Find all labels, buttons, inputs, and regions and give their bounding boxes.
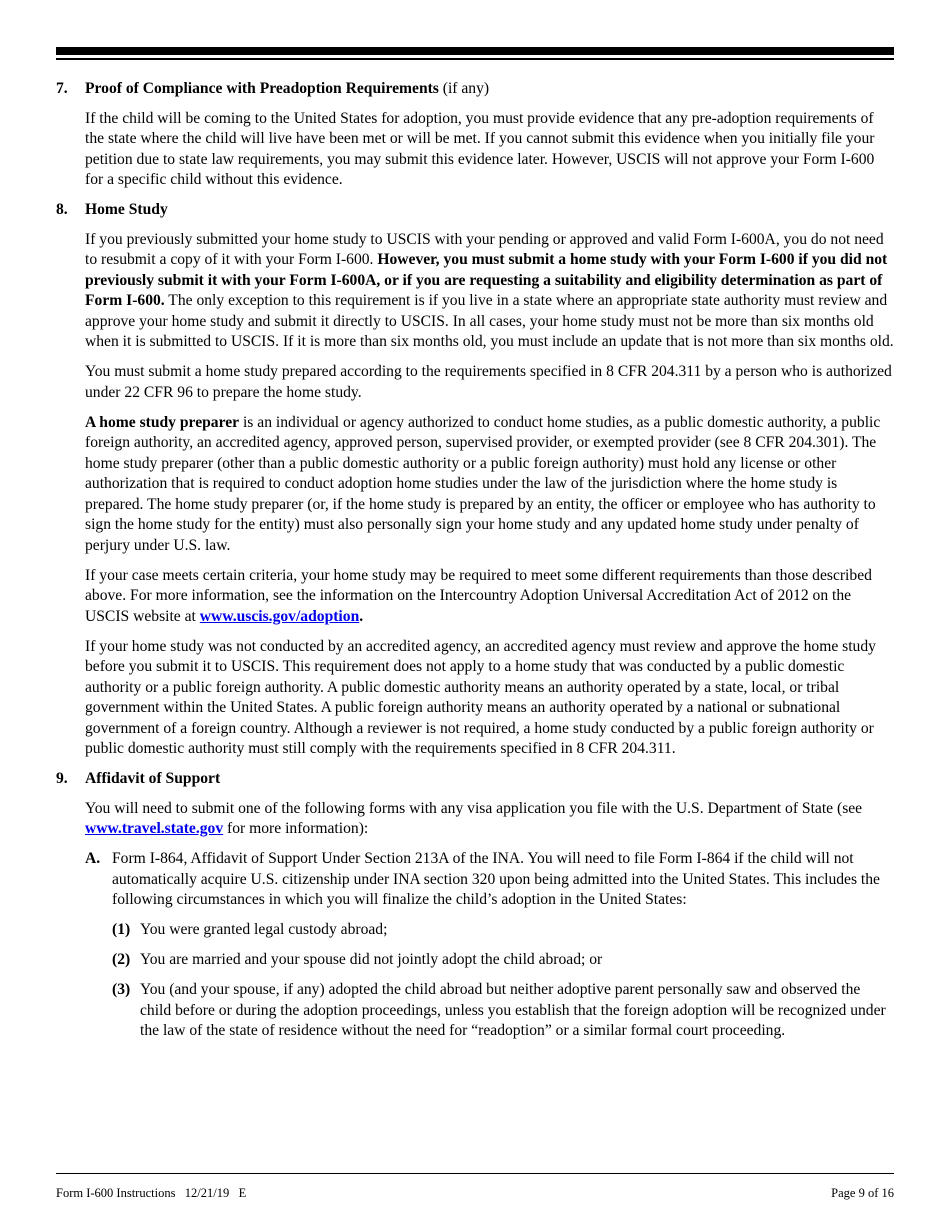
list-label: (1) [112,921,131,938]
list-label: (2) [112,951,131,968]
list-item [112,980,894,1042]
text: The only exception to this requirement is if you live in a state where an appropriate state authority must review and approve your home study and submit it directly to USCIS. In all cases, your home study must not be more than six months old when it is submitted to USCIS. If it is more than six months old, you must include an update that is not more than six months old. [85,292,894,350]
footer-rule [56,1173,894,1174]
list-text: You were granted legal custody abroad; [140,921,388,938]
footer [56,1183,894,1204]
paragraph [85,566,894,628]
section-title: Home Study [85,201,168,218]
text: If your case meets certain criteria, your home study may be required to meet some different requirements than those described above. For more information, see the information on the Intercountry Adoption Universal Accreditation Act of 2012 on the USCIS website at [85,566,872,625]
paragraph: If the child will be coming to the United States for adoption, you must provide evidence that any pre-adoption requirements of the state where the child will live have been met or will be met. If you cannot submit this evidence when you initially file your petition due to state law requirements, you may submit this evidence later. However, USCIS will not approve your Form I-600 for a specific child without this evidence. [85,109,875,188]
page-number: Page 9 of 16 [831,1186,894,1200]
paragraph [85,413,894,557]
section-title: Affidavit of Support [85,770,221,787]
paragraph [85,799,894,840]
page-content [56,79,894,1051]
section-8-heading [56,200,894,221]
list-label: A. [85,850,101,867]
paragraph: You must submit a home study prepared according to the requirements specified in 8 CFR 204.311 by a person who is authorized under 22 CFR 96 to prepare the home study. [85,363,892,401]
travel-state-link[interactable]: www.travel.state.gov [85,820,224,837]
section-7-heading [56,79,894,100]
section-9-heading [56,769,894,790]
paragraph: If your home study was not conducted by an accredited agency, an accredited agency must review and approve the home study before you submit it to USCIS. This requirement does not apply to a home study that was conducted by a public domestic authority or a public foreign authority. A public domestic authority means an authority operated by a state, local, or tribal government within the United States. A public foreign authority means an authority operated by a national or subnational government of a foreign country. Although a reviewer is not required, a home study conducted by a public foreign authority or public domestic authority must still comply with the requirements specified in 8 CFR 204.311. [85,637,876,757]
list-item [112,950,894,971]
text: is an individual or agency authorized to conduct home studies, as a public domestic authority, a public foreign authority, an accredited agency, approved person, supervised provider, or exempted provider (see 8 CFR 204.301). The home study preparer (other than a public domestic authority or a public foreign authority) must hold any license or other authorization that is required to conduct adoption home studies under the law of the jurisdiction where the home study is prepared. The home study preparer (or, if the home study is prepared by an entity, the officer or employee who has authority to sign the home study for the entity) must also personally sign your home study and any updated home study under penalty of perjury under U.S. law. [85,413,881,554]
form-id: Form I-600 Instructions 12/21/19 E [56,1186,247,1200]
bold-text: However, you must submit a home study with your Form I-600 if you did not previously submit it with your Form I-600A, or if you are requesting a suitability and eligibility determination as part of Form I-600. [85,251,888,309]
header-rule-thick [56,47,894,55]
list-text: You are married and your spouse did not jointly adopt the child abroad; or [140,951,603,968]
text: If you previously submitted your home study to USCIS with your pending or approved and valid Form I-600A, you do not need to resubmit a copy of it with your Form I-600. [85,230,884,268]
paragraph [85,230,894,353]
list-text: Form I-864, Affidavit of Support Under Section 213A of the INA. You will need to file Form I-864 if the child will not automatically acquire U.S. citizenship under INA section 320 upon being admitted into the United States. This includes the following circumstances in which you will finalize the child’s adoption in the United States: [112,850,880,908]
text: . [359,607,364,625]
list-label: (3) [112,981,131,998]
uscis-adoption-link[interactable]: www.uscis.gov/adoption [199,607,360,625]
header-rule-thin [56,58,894,60]
section-number: 8. [56,201,68,218]
text: You will need to submit one of the following forms with any visa application you file with the U.S. Department of State (see [85,799,863,817]
list-item-a [85,849,894,911]
section-number: 7. [56,80,68,97]
section-title-suffix: (if any) [438,80,490,97]
bold-term: A home study preparer [85,413,240,431]
list-item [112,920,894,941]
section-number: 9. [56,770,68,787]
list-text: You (and your spouse, if any) adopted the child abroad but neither adoptive parent personally saw and observed the child before or during the adoption proceedings, unless you establish that the foreign adoption will be recognized under the law of the state of residence without the need for “readoption” or a similar formal court proceeding. [140,981,886,1039]
text: for more information): [223,820,369,837]
section-title: Proof of Compliance with Preadoption Requirements [85,80,439,97]
